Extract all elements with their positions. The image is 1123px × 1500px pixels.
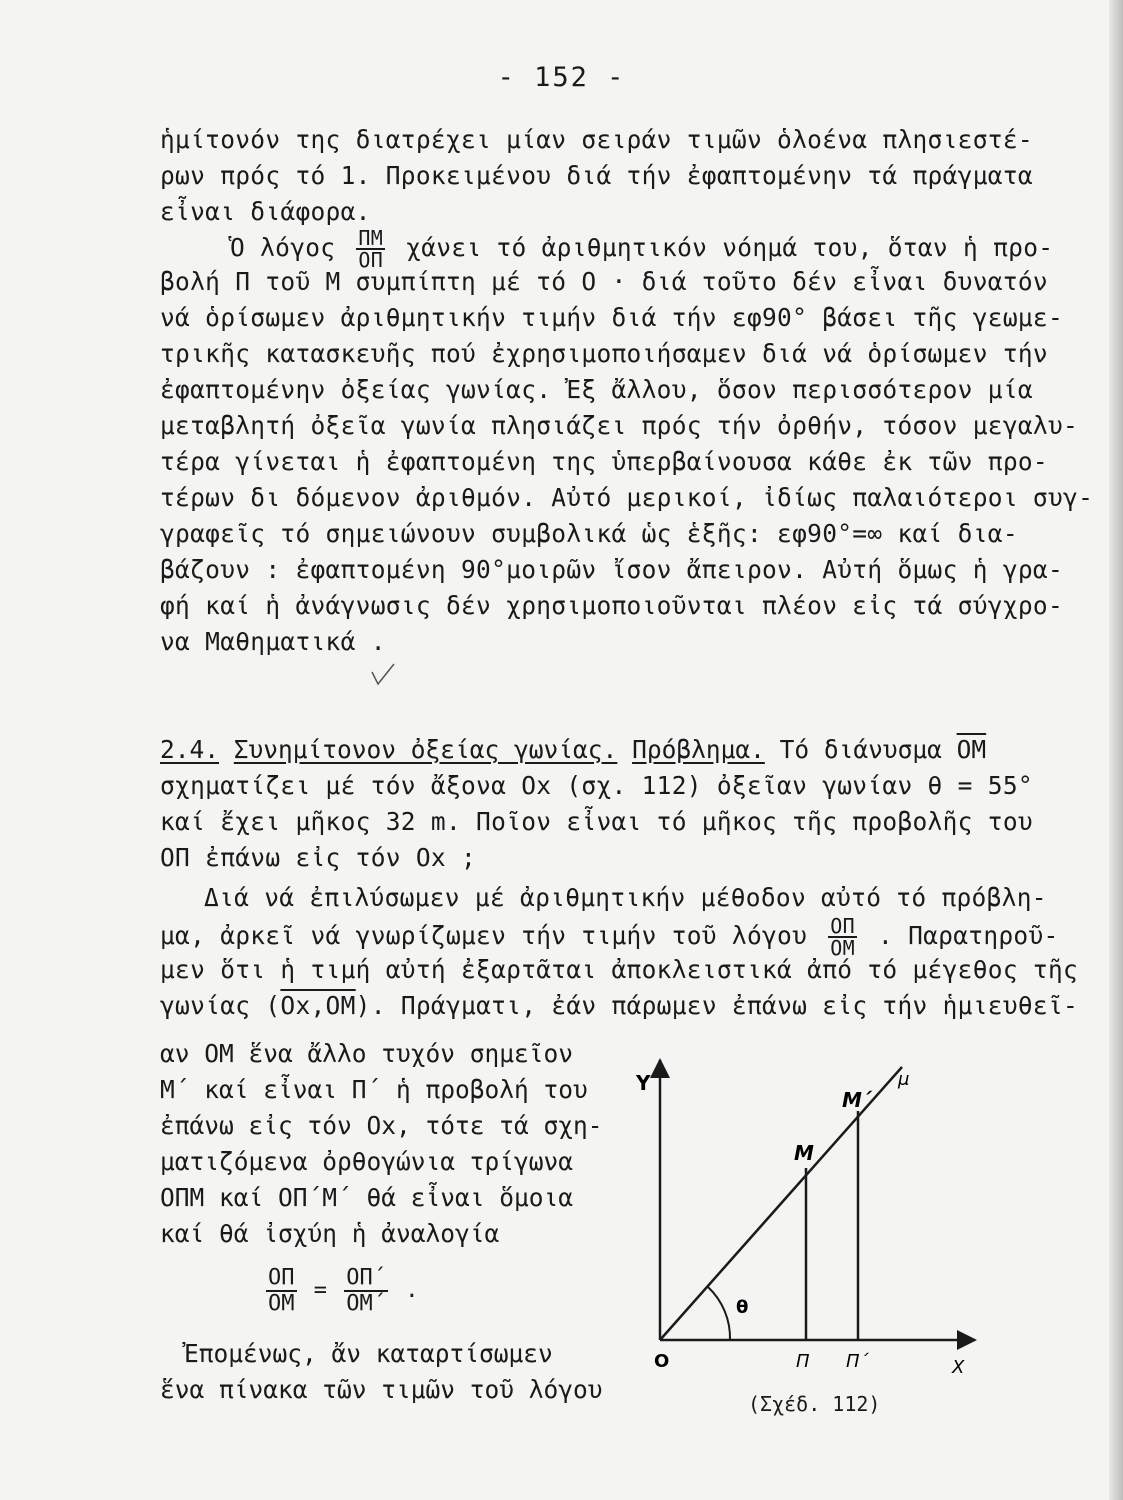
text-line: Διά νά ἐπιλύσωμεν μέ ἀριθμητικήν μέθοδον αὐτό τό πρόβλη- [204, 883, 1047, 912]
vector-om: $\overline{OM}$ [956, 735, 987, 764]
text-line: μεταβλητή ὀξεῖα γωνία πλησιάζει πρός τήν ὀρθήν, τόσον μεγαλυ- [160, 411, 1079, 440]
problem-text [160, 768, 1050, 876]
text-line: ἡμίτονόν της διατρέχει μίαν σειράν τιμῶν ὁλοένα πλησιεστέ- [160, 125, 1033, 154]
page-number: - 152 - [497, 62, 626, 93]
angle-arc [708, 1287, 730, 1340]
paragraph-2 [160, 226, 1094, 660]
fraction-numerator: ΟΠ΄ [346, 1265, 386, 1290]
text-span: γωνίας ( [160, 991, 281, 1020]
text-span: Ὁ λόγος [230, 233, 336, 262]
text-line: να Μαθηματικά . [160, 627, 386, 656]
label-mu: μ [898, 1069, 910, 1090]
text-line: φή καί ἡ ἀνάγνωσις δέν χρησιμοποιοῦνται πλέον εἰς τά σύγχρο- [160, 591, 1064, 620]
closing-text [160, 1336, 603, 1408]
text-line: αν ΟΜ ἕνα ἄλλο τυχόν σημεῖον [160, 1039, 574, 1068]
text-line: ΟΠΜ καί ΟΠ΄Μ΄ θά εἶναι ὅμοια [160, 1183, 574, 1212]
text-line: καί θά ἰσχύη ἡ ἀναλογία [160, 1219, 500, 1248]
proportion-equation [262, 1266, 419, 1316]
text-line: Μ΄ καί εἶναι Π΄ ἡ προβολή του [160, 1075, 588, 1104]
section-title: Συνημίτονον ὀξείας γωνίας. [233, 735, 618, 764]
fraction-numerator: ΟΠ [830, 914, 855, 938]
text-span: μα, ἀρκεῖ νά γνωρίζωμεν τήν τιμήν τοῦ λόγου [160, 921, 808, 950]
text-line: τρικῆς κατασκευῆς πού ἐχρησιμοποιήσαμεν διά νά ὁρίσωμεν τήν [160, 339, 1048, 368]
text-line: βάζουν : ἐφαπτομένη 90°μοιρῶν ἴσον ἄπειρον. Αὐτή ὅμως ἡ γρα- [160, 555, 1064, 584]
equals-sign: = [313, 1278, 327, 1303]
text-line: καί ἔχει μῆκος 32 m. Ποῖον εἶναι τό μῆκος τῆς προβολῆς του [160, 807, 1033, 836]
text-line: νά ὁρίσωμεν ἀριθμητικήν τιμήν διά τήν εφ90° βάσει τῆς γεωμε- [160, 303, 1064, 332]
text-line: βολή Π τοῦ Μ συμπίπτη μέ τό Ο · διά τοῦτο δέν εἶναι δυνατόν [160, 267, 1048, 296]
label-p-prime: Π΄ [846, 1351, 869, 1372]
left-column-text [160, 1036, 603, 1252]
fraction-denominator: ΟΠ [358, 248, 384, 272]
check-mark-icon [368, 660, 398, 690]
fraction-denominator: ΟΜ΄ [346, 1291, 386, 1316]
label-m: Μ [794, 1141, 814, 1165]
label-theta: θ [736, 1297, 749, 1318]
text-line: ἐφαπτομένην ὀξείας γωνίας. Ἐξ ἄλλου, ὅσον περισσότερον μία [160, 375, 1033, 404]
text-line: ρων πρός τό 1. Προκειμένου διά τήν ἐφαπτομένην τά πράγματα [160, 161, 1033, 190]
page-edge [1109, 0, 1123, 1500]
figure-caption: (Σχέδ. 112) [748, 1392, 881, 1416]
paragraph-3 [160, 880, 1079, 1024]
fraction-left [266, 1266, 297, 1316]
text-span: ). Πράγματι, ἐάν πάρωμεν ἐπάνω εἰς τήν ἡμιευθεῖ- [355, 991, 1079, 1020]
fraction-denominator: ΟΜ [830, 936, 855, 960]
text-line: ἐπάνω εἰς τόν Οx, τότε τά σχη- [160, 1111, 603, 1140]
text-line: γραφεῖς τό σημειώνουν συμβολικά ὡς ἑξῆς: εφ90°=∞ καί δια- [160, 519, 1018, 548]
text-line: σχηματίζει μέ τόν ἄξονα Οx (σχ. 112) ὀξεῖαν γωνίαν θ = 55° [160, 771, 1033, 800]
angle-notation: Οx,ΟΜ [280, 991, 356, 1020]
text-span: Τό διάνυσμα [779, 735, 942, 764]
text-line: ματιζόμενα ὀρθογώνια τρίγωνα [160, 1147, 574, 1176]
label-p: Π [796, 1351, 810, 1372]
period: . [405, 1278, 419, 1303]
label-x: X [952, 1357, 965, 1378]
text-line: μεν ὅτι ἡ τιμή αὐτή ἐξαρτᾶται ἀποκλειστικά ἀπό τό μέγεθος τῆς [160, 955, 1079, 984]
fraction-numerator: ΠΜ [358, 226, 384, 250]
text-line [160, 988, 1079, 1024]
text-span: χάνει τό ἀριθμητικόν νόημά του, ὅταν ἡ προ- [406, 233, 1054, 262]
section-number: 2.4. [160, 735, 220, 764]
paragraph-1 [160, 122, 1050, 230]
text-span: . Παρατηροῦ- [877, 921, 1059, 950]
text-line [160, 914, 1059, 960]
fraction-numerator: ΟΠ [268, 1265, 295, 1290]
fraction-right [344, 1266, 388, 1316]
text-line [160, 226, 1054, 272]
text-line: Ἐπομένως, ἄν καταρτίσωμεν [184, 1339, 553, 1368]
text-line: ΟΠ ἐπάνω εἰς τόν Οx ; [160, 843, 477, 872]
text-line: ἕνα πίνακα τῶν τιμῶν τοῦ λόγου [160, 1375, 603, 1404]
text-line: εἶναι διάφορα. [160, 197, 371, 226]
fraction-denominator: ΟΜ [268, 1291, 295, 1316]
label-o: Ο [654, 1351, 670, 1372]
text-line: τέρα γίνεται ἡ ἐφαπτομένη της ὑπερβαίνουσα κάθε ἐκ τῶν προ- [160, 447, 1048, 476]
text-line: τέρων δι δόμενον ἀριθμόν. Αὐτό μερικοί, ἰδίως παλαιότεροι συγ- [160, 483, 1094, 512]
figure-112-diagram [630, 1055, 990, 1385]
section-heading [160, 732, 1050, 768]
label-y: Y [636, 1071, 651, 1095]
problem-label: Πρόβλημα. [632, 735, 765, 764]
label-m-prime: Μ΄ [842, 1088, 871, 1112]
